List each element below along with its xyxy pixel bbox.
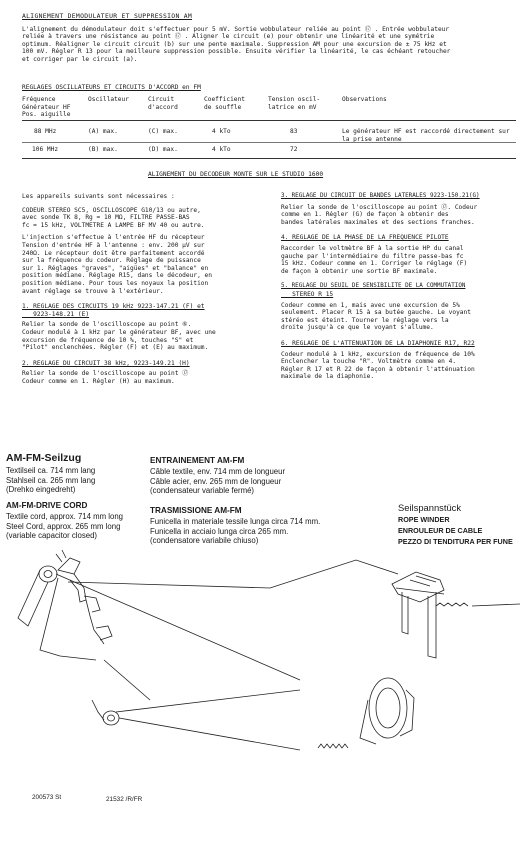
rope-winder-de: Seilspannstück [398,502,462,513]
osc-table-title: REGLAGES OSCILLATEURS ET CIRCUITS D'ACCORD en FM [22,84,201,91]
section-5-line: Codeur comme en 1, mais avec une excursion de 5% [281,301,460,309]
demodulator-line: optimum. Réaligner le circuit circuit (b) sur une pente maximale. Suppression AM pour une excursion de ± 75 kHz et [22,40,447,48]
equipment-list [22,207,258,230]
section-1-line: Codeur modulé à 1 kHz par le générateur BF, avec une [22,328,216,336]
section-3-line: Relier la sonde de l'oscilloscope au point ⑰. Codeur [281,203,478,211]
left-pulley-icon [39,566,57,582]
section-4-line: Raccorder le voltmètre BF à la sortie HP du canal [281,244,464,252]
cell-noise: 4 kTo [212,128,231,135]
section-3-line: comme en 1. Régler (G) de façon à obtenir des [281,211,449,219]
tuning-drum-icon [360,678,414,744]
table-row [22,146,516,154]
demodulator-title: ALIGNEMENT DEMODULATEUR ET SUPPRESSION AM [22,12,193,20]
header-frequency: Fréquence Générateur HF Pos. aiguille [22,96,71,119]
demodulator-text [22,26,512,64]
section-2-line: Codeur comme en 1. Régler (H) au maximum. [22,377,175,385]
decoder-right-column [281,193,521,381]
injection-line: L'injection s'effectue à l'entrée HF du récepteur [22,234,205,242]
injection-line: sur 1. Réglages "graves", "aigües" et "balance" en [22,264,209,272]
demodulator-line: et corriger par le circuit (a). [22,55,138,63]
section-2-title: 2. REGLAGE DU CIRCUIT 38 kHz, 9223-149.21 (H) [22,359,190,367]
injection-line: position médiane. Pour tous les noyaux la position [22,279,209,287]
section-4-line: de façon à obtenir une sortie BF maximale. [281,267,438,275]
decoder-title: ALIGNEMENT DU DECODEUR MONTE SUR LE STUDIO 1600 [148,171,324,178]
section-5-line: droite jusqu'à ce que le voyant s'allume. [281,324,434,332]
cell-observation [342,146,516,154]
cord-french-line: Câble acier, env. 265 mm de longueur [150,476,282,486]
cell-circuit: (D) max. [148,146,178,153]
section-4-title: 4. REGLAGE DE LA PHASE DE LA FREQUENCE PILOTE [281,234,449,242]
rope-winder-fr: ENROULEUR DE CABLE [398,526,483,535]
section-1-line: excursion de fréquence de 10 %, touches "S" et [22,336,194,344]
table-rule [22,142,516,143]
header-observations: Observations [342,96,387,103]
lower-pulley-icon [103,711,119,725]
section-6-line: Régler R 17 et R 22 de façon à obtenir l'atténuation [281,365,475,373]
cord-italian-line: (condensatore variabile chiuso) [150,536,259,546]
cord-french [150,456,370,496]
section-2 [22,360,258,386]
section-1-line: Relier la sonde de l'oscilloscope au point ⑥. [22,321,192,329]
section-6 [281,340,521,381]
cord-english-heading: AM-FM-DRIVE CORD [6,501,88,510]
cord-german-line: Textilseil ca. 714 mm lang [6,466,96,475]
cell-voltage: 72 [290,146,298,153]
section-3 [281,193,521,226]
section-6-line: Enclencher la touche "R". Voltmètre comme en 4. [281,358,457,366]
section-1-line: "Pilot" enclenchées. Régler (F) et (E) au maximum. [22,344,209,352]
right-spring-icon [436,603,520,606]
section-5-line: seulement. Placer R 15 à sa butée gauche. Le voyant [281,309,471,317]
section-1-title: 1. REGLAGE DES CIRCUITS 19 kHz 9223-147.21 (F) et [22,303,205,311]
section-1-title: 9223-148.21 (E) [22,310,90,318]
footer-code-2: 21532 /R/FR [106,796,143,803]
cord-french-heading: ENTRAINEMENT AM-FM [150,456,245,465]
section-4 [281,234,521,275]
section-6-line: Codeur modulé à 1 kHz, excursion de fréquence de 10% [281,350,475,358]
equipment-line: CODEUR STEREO SC5, OSCILLOSCOPE G10/13 ou autre, [22,206,201,214]
injection-line: Tension d'entrée HF à l'antenne : env. 200 µV sur [22,241,205,249]
injection-line: avant réglage se trouve à l'extérieur. [22,287,164,295]
cell-noise: 4 kTo [212,146,231,153]
cord-german-line: Stahlseil ca. 265 mm lang [6,475,96,485]
section-4-line: 15 kHz. Codeur comme en 1. Corriger le réglage (F) [281,260,468,268]
injection-line: sur la fréquence du codeur. Réglage de puissance [22,257,201,265]
injection-line: position médiane. Réglage R15, dans le décodeur, en [22,272,212,280]
cord-italian-heading: TRASMISSIONE AM-FM [150,506,242,515]
equipment-line: fc = 15 kHz, VOLTMETRE A LAMPE BF MV 40 ou autre. [22,221,205,229]
decoder-left-column [22,193,258,385]
equipment-line: avec sonde TK 8, Rg = 10 MΩ, FILTRE PASSE-BAS [22,214,190,222]
table-row [22,128,516,143]
cord-french-line: Câble textile, env. 714 mm de longueur [150,467,286,476]
drive-cord-diagram [0,540,528,800]
footer-code-1: 200573 St [32,794,62,801]
cord-italian-line: Funicella in acciaio lunga circa 265 mm. [150,526,289,536]
cord-english-line: Textile cord, approx. 714 mm long [6,512,124,521]
cell-oscillator: (B) max. [88,146,118,153]
osc-table-body [22,128,516,143]
section-6-title: 6. REGLAGE DE L'ATTENUATION DE LA DIAPHONIE R17, R22 [281,339,475,347]
demodulator-line: L'alignement du démodulateur doit s'effectuer pour 5 mV. Sortie wobbulateur reliée au point ⑰ . Entrée wobbulateur [22,25,450,33]
intro-line: Les appareils suivants sont nécessaires : [22,193,175,200]
demodulator-line: 100 mV. Régler R 13 pour la meilleure suppression possible. Ensuite vérifier la linéarité, le cas échéant retoucher [22,48,451,56]
drive-cord-lines [18,560,398,750]
table-rule [22,120,516,121]
section-3-line: bandes latérales maximales et des sections franches. [281,218,475,226]
header-oscillator: Oscillateur [88,96,129,103]
section-6-line: maximale de la diaphonie. [281,373,375,381]
cord-german-line: (Drehko eingedreht) [6,485,76,495]
demodulator-line: reliée à travers une résistance au point ⑰ . Aligner le circuit (e) pour obtenir une linéarité et une symétrie [22,33,435,41]
cord-english-line: Steel Cord, approx. 265 mm long [6,521,121,531]
cell-voltage: 83 [290,128,298,135]
osc-table [22,96,512,119]
cord-french-line: (condensateur variable fermé) [150,486,255,496]
section-5-title: 5. REGLAGE DU SEUIL DE SENSIBILITE DE LA COMMUTATION [281,283,466,290]
section-5 [281,283,521,332]
cell-observation: Le générateur HF est raccordé directement sur la prise antenne [342,128,510,143]
demodulator-section [22,13,512,64]
cord-italian-line: Funicella in materiale tessile lunga circa 714 mm. [150,517,321,526]
cell-oscillator: (A) max. [88,128,118,135]
cord-english-line: (variable capacitor closed) [6,531,98,541]
cell-circuit: (C) max. [148,128,178,135]
pointer-carrier-icon [56,550,112,644]
section-3-title: 3. REGLAGE DU CIRCUIT DE BANDES LATERALES 9223-150.21(G) [281,193,480,199]
section-2-line: Relier la sonde de l'oscilloscope au point ⑰ [22,370,189,378]
header-oscillator-voltage: Tension oscil- latrice en mV [268,96,321,111]
rope-winder-icon [392,572,444,658]
osc-table-body-2 [22,146,516,154]
cell-frequency: 88 MHz [34,128,57,135]
section-5-line: stéréo est éteint. Tourner le réglage vers la [281,316,449,324]
rope-winder-it: PEZZO DI TENDITURA PER FUNE [398,537,513,546]
osc-table-header [22,96,512,119]
header-noise-coefficient: Coefficient de souffle [204,96,245,111]
injection-text [22,234,258,295]
header-circuit: Circuit d'accord [148,96,178,111]
section-5-title: STEREO R 15 [281,290,334,298]
cell-frequency: 106 MHz [32,146,59,153]
table-rule [22,158,516,159]
section-1 [22,303,258,352]
section-4-line: gauche par l'intermédiaire du filtre passe-bas fc [281,252,464,260]
cord-german-heading: AM-FM-Seilzug [6,452,82,464]
injection-line: 240Ω. Le récepteur doit être parfaitement accordé [22,249,205,257]
rope-winder-en: ROPE WINDER [398,515,450,524]
spring-icon [318,744,348,748]
